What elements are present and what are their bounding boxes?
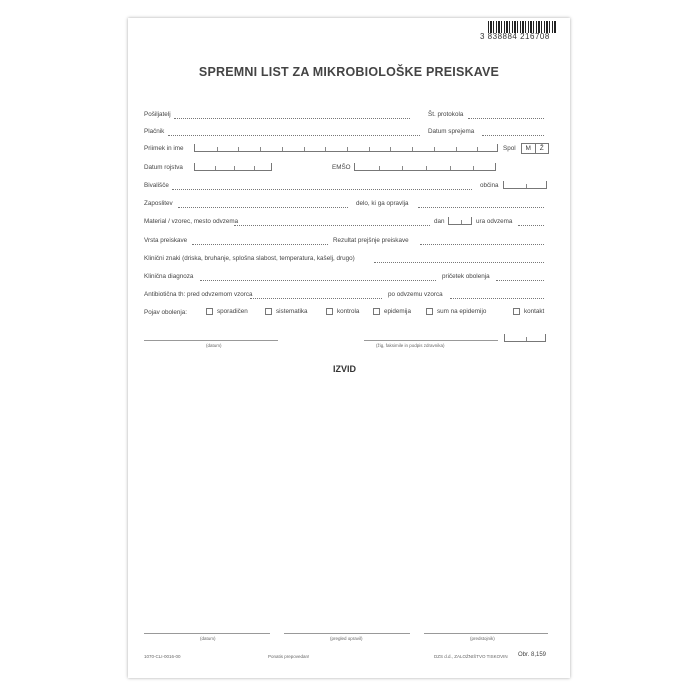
label-antibioticna: Antibiotična th: pred odvzemom vzorca (144, 291, 253, 298)
comb-divider (260, 147, 261, 151)
field-st-protokola[interactable] (468, 118, 544, 119)
footer-pregled-line[interactable] (284, 633, 410, 634)
option-epidemija[interactable]: epidemija (373, 308, 411, 315)
label-footer-pregled: (pregled opravil) (330, 636, 363, 641)
comb-divider (402, 166, 403, 170)
label-datum-sprejema: Datum sprejema (428, 128, 475, 135)
option-sum-na-epidemijo[interactable]: sum na epidemijo (426, 308, 486, 315)
option-kontakt[interactable]: kontakt (513, 308, 544, 315)
label-zaposlitev: Zaposlitev (144, 200, 173, 207)
field-sign-code[interactable] (504, 334, 546, 342)
label-priimek: Priimek in ime (144, 145, 184, 152)
field-ura[interactable] (518, 225, 544, 226)
comb-divider (234, 166, 235, 170)
comb-divider (450, 166, 451, 170)
spol-selector[interactable] (521, 143, 549, 154)
comb-divider (426, 166, 427, 170)
label-footer-predstojnik: (predstojnik) (470, 636, 495, 641)
label-sign-datum: (datum) (206, 343, 222, 348)
field-antibioticna[interactable] (250, 298, 382, 299)
label-dan: dan (434, 218, 445, 225)
comb-divider (347, 147, 348, 151)
footer-obr: Obr. 8,159 (518, 652, 547, 658)
label-klinicni-znaki: Klinični znaki (driska, bruhanje, splošna slabost, temperatura, kašelj, drugo) (144, 255, 355, 262)
label-obcina: občina (480, 182, 499, 189)
footer-code: 1070-CLI-0016-00 (144, 654, 181, 659)
option-sporadicen[interactable]: sporadičen (206, 308, 248, 315)
label-placnik: Plačnik (144, 128, 165, 135)
label-diagnoza: Klinična diagnoza (144, 273, 194, 280)
label-delo: delo, ki ga opravlja (356, 200, 409, 207)
field-delo[interactable] (418, 207, 544, 208)
label-st-protokola: Št. protokola (428, 111, 464, 118)
comb-divider (526, 337, 527, 341)
signature-doctor-line[interactable] (364, 340, 498, 341)
label-po-odvzemu: po odvzemu vzorca (388, 291, 443, 298)
comb-divider (390, 147, 391, 151)
field-vrsta[interactable] (192, 244, 328, 245)
label-sign-zig: (žig, faksimile in podpis zdravnika) (376, 343, 445, 348)
comb-divider (254, 166, 255, 170)
footer-date-line[interactable] (144, 633, 270, 634)
field-placnik[interactable] (168, 135, 420, 136)
field-material[interactable] (234, 225, 430, 226)
comb-divider (456, 147, 457, 151)
checkbox[interactable] (373, 308, 380, 315)
form-title: SPREMNI LIST ZA MIKROBIOLOŠKE PREISKAVE (198, 65, 500, 79)
comb-divider (304, 147, 305, 151)
checkbox[interactable] (326, 308, 333, 315)
comb-divider (526, 184, 527, 188)
footer-publisher: DZS d.d., ZALOŽNIŠTVO TISKOVIN (434, 654, 508, 659)
comb-divider (215, 166, 216, 170)
field-dan[interactable] (448, 217, 472, 225)
comb-divider (461, 220, 462, 224)
comb-divider (217, 147, 218, 151)
label-vrsta: Vrsta preiskave (144, 237, 188, 244)
comb-divider (238, 147, 239, 151)
label-spol: Spol (503, 145, 516, 152)
label-rezultat: Rezultat prejšnje preiskave (333, 237, 409, 244)
comb-divider (477, 147, 478, 151)
label-footer-datum: (datum) (200, 636, 216, 641)
label-material: Material / vzorec, mesto odvzema (144, 218, 239, 225)
comb-divider (412, 147, 413, 151)
option-kontrola[interactable]: kontrola (326, 308, 359, 315)
spol-z[interactable]: Ž (539, 145, 544, 152)
label-pojav: Pojav obolenja: (144, 309, 188, 316)
field-po-odvzemu[interactable] (450, 298, 544, 299)
checkbox[interactable] (426, 308, 433, 315)
field-datum-sprejema[interactable] (482, 135, 544, 136)
checkbox[interactable] (206, 308, 213, 315)
field-obcina[interactable] (503, 181, 547, 189)
label-ura: ura odvzema (476, 218, 513, 225)
label-datum-rojstva: Datum rojstva (144, 164, 183, 171)
label-pricetek: pričetek obolenja (442, 273, 490, 280)
label-emso: EMŠO (332, 164, 351, 171)
comb-divider (325, 147, 326, 151)
label-bivalisce: Bivališče (144, 182, 169, 189)
field-emso[interactable] (354, 163, 496, 171)
footer-predstojnik-line[interactable] (424, 633, 548, 634)
spol-m[interactable]: M (522, 144, 536, 153)
field-bivalisce[interactable] (172, 189, 472, 190)
comb-divider (282, 147, 283, 151)
option-sistematika[interactable]: sistematika (265, 308, 308, 315)
form-sheet (128, 18, 570, 678)
field-datum-rojstva[interactable] (194, 163, 272, 171)
field-priimek[interactable] (194, 144, 498, 152)
comb-divider (379, 166, 380, 170)
footer-ponatis: Ponatis prepovedan! (268, 654, 310, 659)
barcode-number: 3 838884 216708 (480, 32, 550, 41)
field-pricetek[interactable] (496, 280, 544, 281)
field-diagnoza[interactable] (200, 280, 436, 281)
izvid-heading: IZVID (333, 364, 357, 374)
field-posiljatelj[interactable] (174, 118, 410, 119)
label-posiljatelj: Pošiljatelj (144, 111, 171, 118)
field-zaposlitev[interactable] (178, 207, 348, 208)
comb-divider (473, 166, 474, 170)
checkbox[interactable] (265, 308, 272, 315)
comb-divider (369, 147, 370, 151)
field-rezultat[interactable] (420, 244, 544, 245)
checkbox[interactable] (513, 308, 520, 315)
field-klinicni-znaki[interactable] (374, 262, 544, 263)
comb-divider (434, 147, 435, 151)
signature-date-line[interactable] (144, 340, 278, 341)
